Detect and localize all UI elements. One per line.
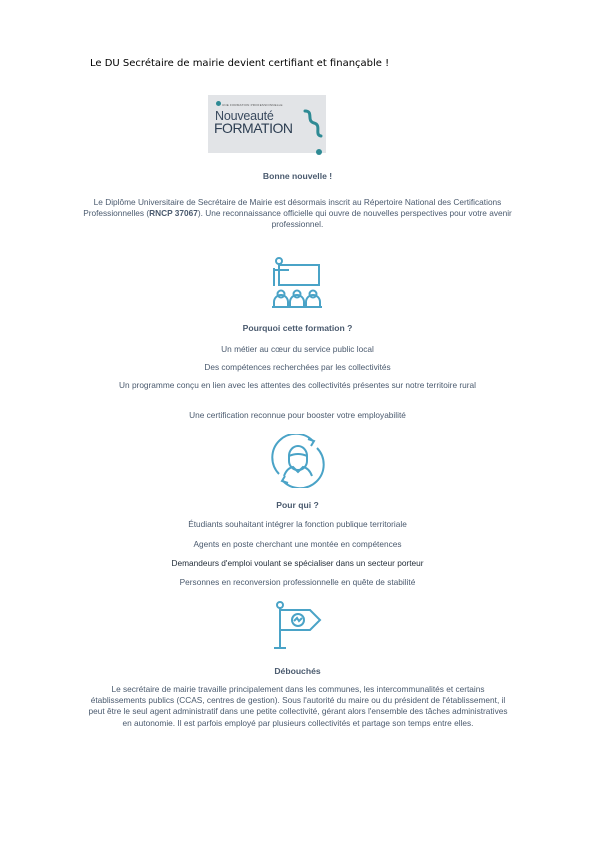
classroom-icon xyxy=(271,256,323,309)
who-heading: Pour qui ? xyxy=(276,500,319,510)
logo-accent-dot-icon xyxy=(316,149,322,155)
career-flag-icon xyxy=(272,600,324,650)
why-item: Des compétences recherchées par les collectivités xyxy=(204,362,391,372)
who-item: Personnes en reconversion professionnelle en quête de stabilité xyxy=(179,577,416,587)
formation-logo xyxy=(208,95,326,153)
intro-paragraph xyxy=(80,197,515,230)
why-item: Une certification reconnue pour booster votre employabilité xyxy=(189,410,406,420)
who-item: Étudiants souhaitant intégrer la fonction publique territoriale xyxy=(188,519,407,529)
logo-line1: Nouveauté xyxy=(215,109,274,123)
intro-text-after: ). Une reconnaissance officielle qui ouvre de nouvelles perspectives pour votre avenir professionnel. xyxy=(197,208,512,229)
logo-line2: FORMATION xyxy=(214,120,293,136)
who-item: Agents en poste cherchant une montée en compétences xyxy=(193,539,402,549)
why-item: Un programme conçu en lien avec les attentes des collectivités présentes sur notre territoire rural xyxy=(119,380,476,390)
outlets-paragraph: Le secrétaire de mairie travaille principalement dans les communes, les intercommunalités et certains établissements publics (CCAS, centres de gestion). Sous l'autorité du maire ou du président de l'établissement, il peut être le seul agent administratif dans une petite collectivité, gérant alors l'ensemble des tâches administratives en autonomie. Il est parfois employé par plusieurs collectivités et partage son temps entre elles. xyxy=(88,684,508,728)
intro-heading: Bonne nouvelle ! xyxy=(262,171,333,181)
person-icon xyxy=(271,434,325,488)
logo-tagline: UNE FORMATION PROFESSIONNELLE xyxy=(222,103,283,107)
outlets-heading: Débouchés xyxy=(274,666,321,676)
why-heading: Pourquoi cette formation ? xyxy=(242,323,353,333)
logo-dot-icon xyxy=(216,101,221,106)
rncp-code: RNCP 37067 xyxy=(149,208,198,218)
wave-icon xyxy=(302,109,324,139)
intro-text-before: Le Diplôme Universitaire de Secrétaire de Mairie est désormais inscrit au Répertoire National des Certifications Professionnelles ( xyxy=(83,197,502,218)
who-item: Demandeurs d'emploi voulant se spécialiser dans un secteur porteur xyxy=(171,558,424,568)
document-title: Le DU Secrétaire de mairie devient certifiant et finançable ! xyxy=(90,58,390,69)
why-item: Un métier au cœur du service public local xyxy=(221,344,374,354)
